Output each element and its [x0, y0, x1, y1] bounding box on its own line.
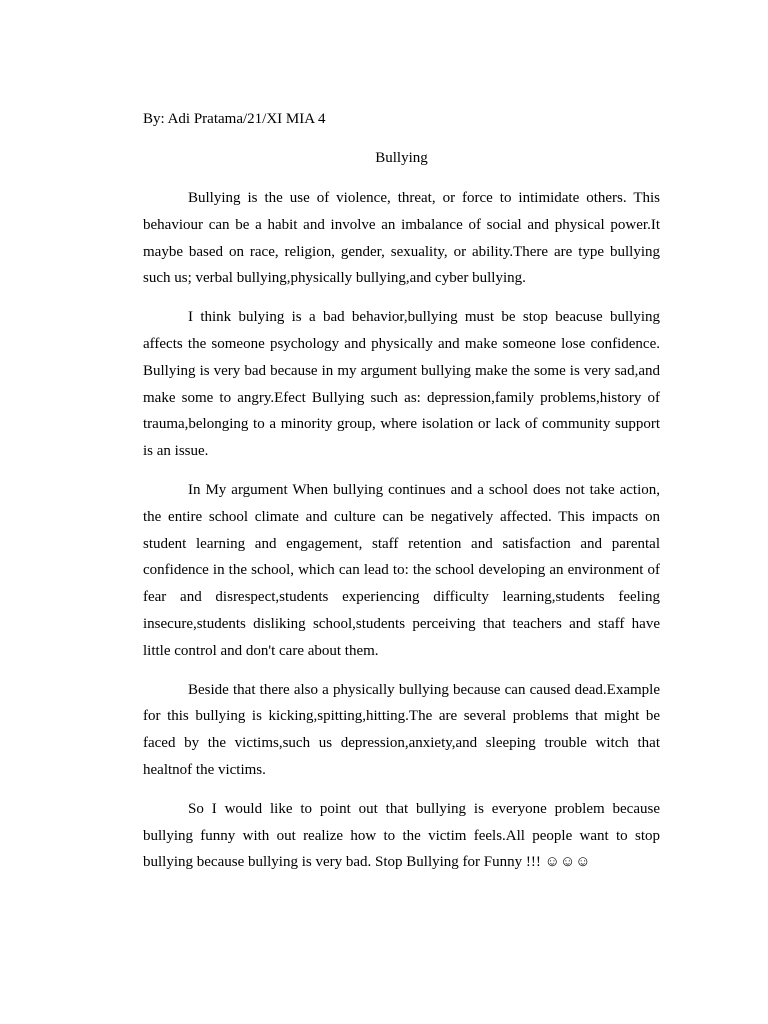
document-body	[143, 107, 660, 888]
paragraph-3: In My argument When bullying continues and a school does not take action, the entire school climate and culture can be negatively affected. This impacts on student learning and engagement, staff retention and satisfaction and parental confidence in the school, which can lead to: the school developing an environment of fear and disrespect,students experiencing difficulty learning,students feeling insecure,students disliking school,students perceiving that teachers and staff have little control and don't care about them.	[143, 481, 660, 659]
paragraph-4: Beside that there also a physically bullying because can caused dead.Example for this bullying is kicking,spitting,hitting.The are several problems that might be faced by the victims,such us depression,anxiety,and sleeping trouble witch that healtnof the victims.	[143, 681, 660, 778]
paragraph-1: Bullying is the use of violence, threat, or force to intimidate others. This behaviour can be a habit and involve an imbalance of social and physical power.It maybe based on race, religion, gender, sexuality, or ability.There are type bullying such us; verbal bullying,physically bullying,and cyber bullying.	[143, 190, 660, 287]
paragraph-2: I think bulying is a bad behavior,bullying must be stop beacuse bullying affects the someone psychology and physically and make someone lose confidence. Bullying is very bad because in my argument bullying make the some is very sad,and make some to angry.Efect Bullying such as: depression,family problems,history of trauma,belonging to a minority group, where isolation or lack of community support is an issue.	[143, 309, 660, 460]
author-line: By: Adi Pratama/21/XI MIA 4	[143, 111, 326, 127]
document-title: Bullying	[375, 150, 428, 166]
paragraph-5: So I would like to point out that bullying is everyone problem because bullying funny with out realize how to the victim feels.All people want to stop bullying because bullying is very bad. Stop Bullying for Funny !!! ☺☺☺	[143, 800, 660, 871]
